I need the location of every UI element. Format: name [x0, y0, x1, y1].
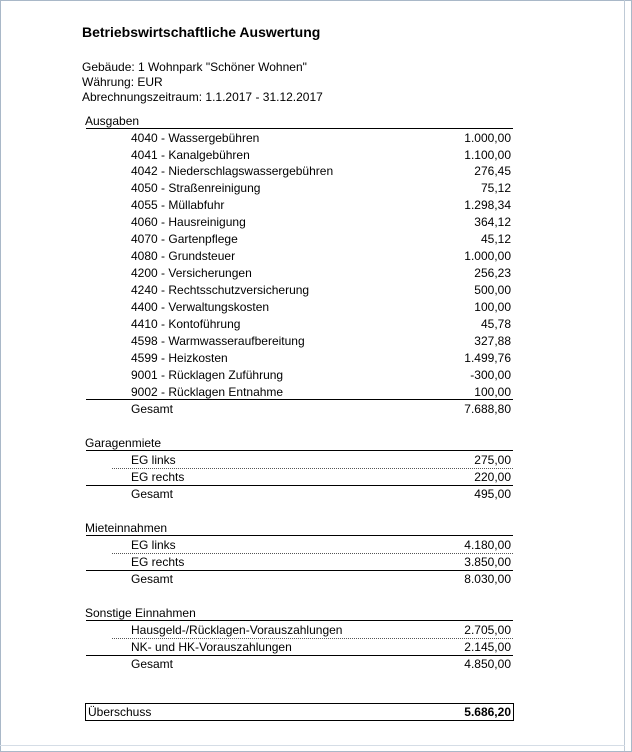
section-divider	[86, 450, 513, 451]
row-value: 1.000,00	[464, 131, 511, 145]
row-label: 4042 - Niederschlagswassergebühren	[131, 164, 334, 178]
table-row	[131, 385, 511, 400]
row-label: 4041 - Kanalgebühren	[131, 148, 250, 162]
row-separator	[112, 553, 513, 554]
row-value: 500,00	[474, 283, 511, 297]
total-divider	[86, 399, 513, 400]
row-label: EG rechts	[131, 470, 185, 484]
section-divider	[86, 620, 513, 621]
row-value: 364,12	[474, 215, 511, 229]
total-label: Gesamt	[131, 402, 174, 416]
row-label: 4240 - Rechtsschutzversicherung	[131, 283, 310, 297]
page-border-right	[624, 0, 625, 751]
surplus-box	[85, 703, 514, 721]
total-row	[131, 572, 511, 587]
row-label: 4410 - Kontoführung	[131, 317, 241, 331]
report-title: Betriebswirtschaftliche Auswertung	[82, 24, 321, 40]
row-label: 4055 - Müllabfuhr	[131, 198, 225, 212]
table-row	[131, 317, 511, 332]
row-value: 3.850,00	[464, 555, 511, 569]
row-label: NK- und HK-Vorauszahlungen	[131, 640, 292, 654]
row-value: 75,12	[480, 181, 511, 195]
row-value: 276,45	[474, 164, 511, 178]
total-value: 8.030,00	[464, 572, 511, 586]
table-row	[131, 181, 511, 196]
row-label: 4400 - Verwaltungskosten	[131, 300, 270, 314]
row-label: 4040 - Wassergebühren	[131, 131, 260, 145]
section-heading-ausgaben: Ausgaben	[85, 114, 140, 128]
row-value: 2.145,00	[464, 640, 511, 654]
row-value: 4.180,00	[464, 538, 511, 552]
row-separator	[112, 638, 513, 639]
row-value: 275,00	[474, 453, 511, 467]
row-value: 1.499,76	[464, 351, 511, 365]
row-value: 45,78	[480, 317, 511, 331]
row-value: 220,00	[474, 470, 511, 484]
table-row	[131, 266, 511, 281]
row-value: 2.705,00	[464, 623, 511, 637]
row-label: 4080 - Grundsteuer	[131, 249, 236, 263]
building-info: Gebäude: 1 Wohnpark "Schöner Wohnen"	[82, 60, 307, 74]
table-row	[131, 148, 511, 163]
currency-info: Währung: EUR	[82, 75, 163, 89]
total-divider	[86, 485, 513, 486]
row-value: 1.000,00	[464, 249, 511, 263]
table-row	[131, 623, 511, 638]
table-row	[131, 283, 511, 298]
surplus-label: Überschuss	[88, 705, 152, 719]
row-value: -300,00	[470, 368, 511, 382]
section-heading-mieteinnahmen: Mieteinnahmen	[85, 521, 168, 535]
row-value: 256,23	[474, 266, 511, 280]
row-label: 4598 - Warmwasseraufbereitung	[131, 334, 305, 348]
section-divider	[86, 535, 513, 536]
total-value: 4.850,00	[464, 657, 511, 671]
surplus-value: 5.686,20	[464, 705, 511, 719]
row-label: 4060 - Hausreinigung	[131, 215, 246, 229]
row-value: 45,12	[480, 232, 511, 246]
row-label: 4050 - Straßenreinigung	[131, 181, 261, 195]
total-value: 495,00	[474, 487, 511, 501]
row-label: 9002 - Rücklagen Entnahme	[131, 385, 284, 399]
table-row	[131, 351, 511, 366]
section-heading-sonstige-einnahmen: Sonstige Einnahmen	[85, 606, 196, 620]
row-value: 100,00	[474, 385, 511, 399]
row-label: EG links	[131, 453, 176, 467]
total-divider	[86, 655, 513, 656]
row-label: 4070 - Gartenpflege	[131, 232, 238, 246]
total-row	[131, 402, 511, 417]
total-label: Gesamt	[131, 657, 174, 671]
row-label: 4599 - Heizkosten	[131, 351, 228, 365]
row-value: 100,00	[474, 300, 511, 314]
table-row	[131, 232, 511, 247]
table-row	[131, 198, 511, 213]
row-value: 327,88	[474, 334, 511, 348]
row-value: 1.298,34	[464, 198, 511, 212]
total-row	[131, 487, 511, 502]
total-row	[131, 657, 511, 672]
period-info: Abrechnungszeitraum: 1.1.2017 - 31.12.2017	[82, 90, 323, 104]
row-label: 4200 - Versicherungen	[131, 266, 252, 280]
table-row	[131, 368, 511, 383]
row-label: EG rechts	[131, 555, 185, 569]
row-label: Hausgeld-/Rücklagen-Vorauszahlungen	[131, 623, 343, 637]
total-value: 7.688,80	[464, 402, 511, 416]
row-value: 1.100,00	[464, 148, 511, 162]
section-divider	[86, 128, 513, 129]
row-separator	[112, 468, 513, 469]
page-border-bottom	[0, 745, 625, 746]
table-row	[131, 131, 511, 146]
table-row	[131, 300, 511, 315]
row-label: 9001 - Rücklagen Zuführung	[131, 368, 284, 382]
table-row	[131, 555, 511, 570]
table-row	[131, 470, 511, 485]
total-label: Gesamt	[131, 572, 174, 586]
row-label: EG links	[131, 538, 176, 552]
total-label: Gesamt	[131, 487, 174, 501]
total-divider	[86, 570, 513, 571]
table-row	[131, 453, 511, 468]
section-heading-garagenmiete: Garagenmiete	[85, 436, 162, 450]
table-row	[131, 640, 511, 655]
table-row	[131, 215, 511, 230]
table-row	[131, 164, 511, 179]
table-row	[131, 538, 511, 553]
table-row	[131, 334, 511, 349]
table-row	[131, 249, 511, 264]
